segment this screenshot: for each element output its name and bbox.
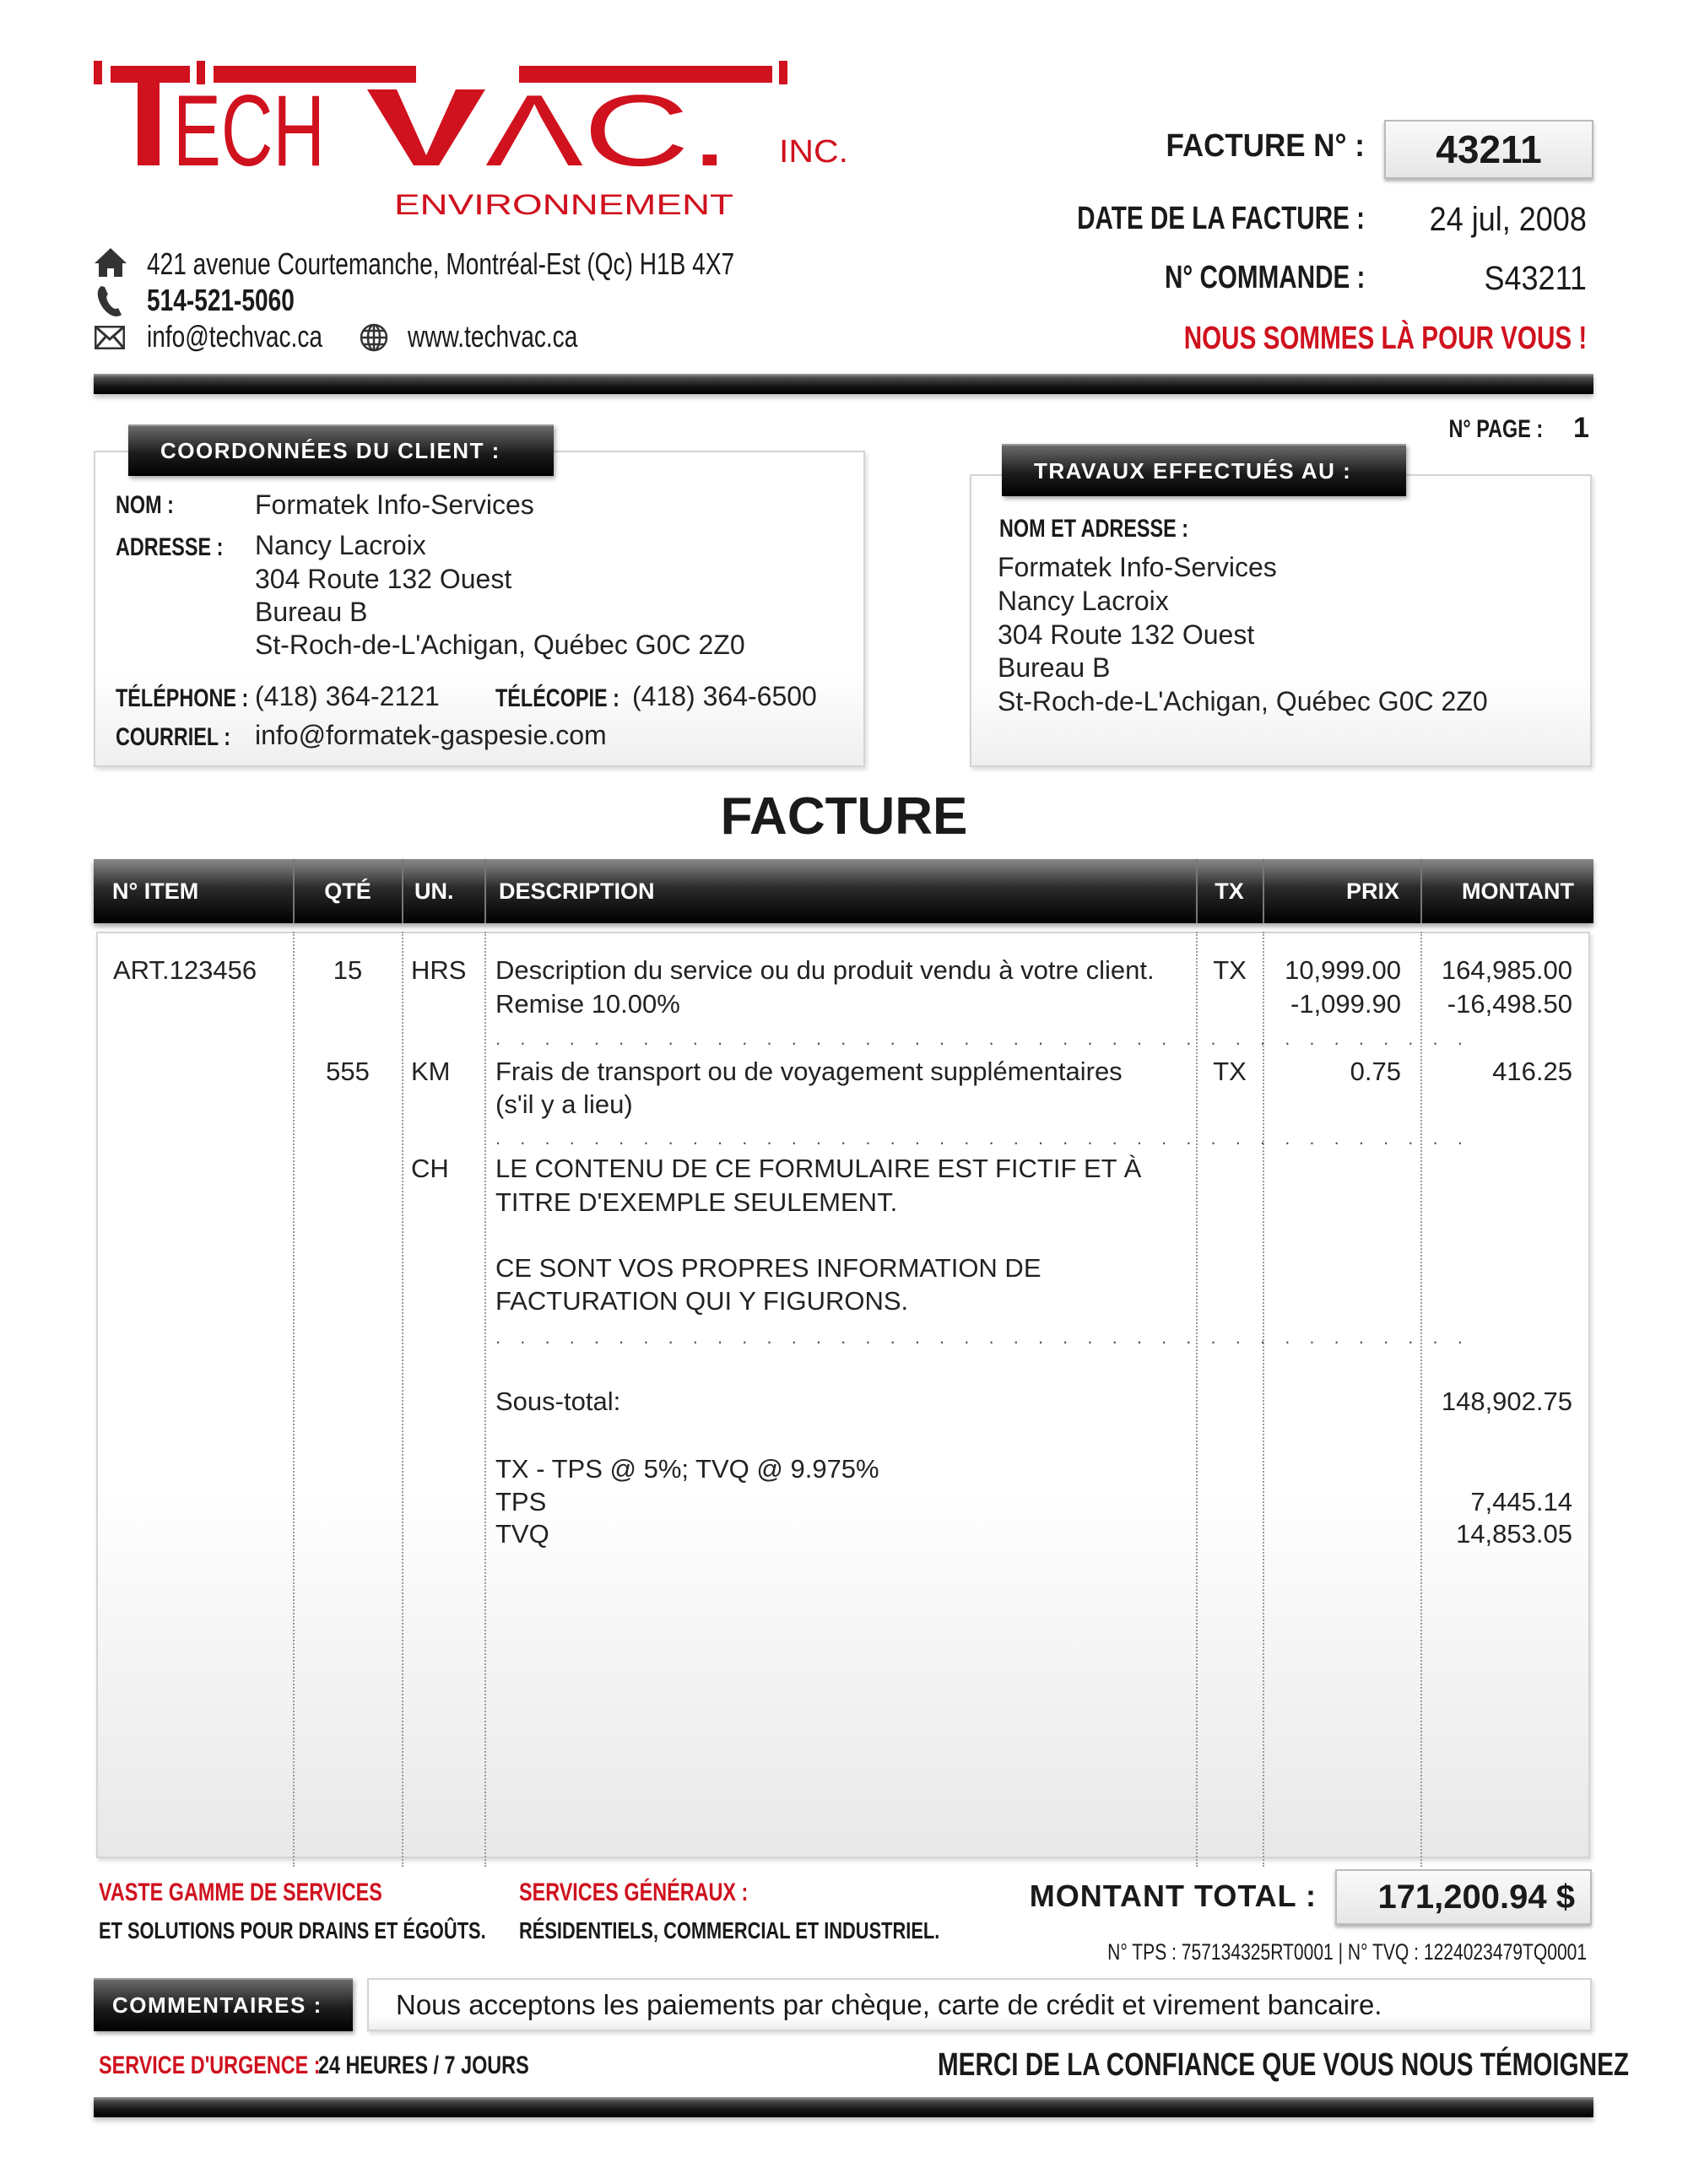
invoice-number-box	[1384, 120, 1593, 179]
item-discount: Remise 10.00%	[495, 989, 680, 1019]
client-header: COORDONNÉES DU CLIENT :	[128, 424, 554, 476]
col-description: DESCRIPTION	[499, 878, 655, 904]
tps-label: TPS	[495, 1487, 547, 1516]
comments-header: COMMENTAIRES :	[94, 1978, 353, 2031]
item-description: TITRE D'EXEMPLE SEULEMENT.	[495, 1187, 898, 1217]
subtotal-label: Sous-total:	[495, 1387, 621, 1416]
work-site-label: NOM ET ADRESSE :	[999, 515, 1189, 543]
envelope-icon	[95, 326, 125, 354]
client-name: Formatek Info-Services	[255, 489, 534, 520]
item-code: ART.123456	[113, 955, 257, 985]
client-email-label: COURRIEL :	[116, 723, 231, 751]
col-item: N° ITEM	[112, 878, 199, 904]
work-site-line: Formatek Info-Services	[998, 552, 1277, 582]
invoice-date: 24 jul, 2008	[1429, 201, 1587, 238]
urgent-value: 24 HEURES / 7 JOURS	[318, 2052, 529, 2079]
client-address-label: ADRESSE :	[116, 533, 224, 561]
home-icon	[93, 246, 128, 283]
item-price: 0.75	[1350, 1057, 1401, 1086]
invoice-title: FACTURE	[720, 787, 968, 846]
item-description: Frais de transport ou de voyagement supplémentaires	[495, 1057, 1123, 1086]
tvq-label: TVQ	[495, 1519, 549, 1549]
item-tax: TX	[1213, 955, 1247, 985]
client-fax-label: TÉLÉCOPIE :	[495, 684, 619, 712]
col-tax: TX	[1215, 878, 1244, 904]
subtotal-value: 148,902.75	[1441, 1387, 1572, 1416]
footer-divider	[94, 2097, 1593, 2117]
item-tax: TX	[1213, 1057, 1247, 1086]
item-description: (s'il y a lieu)	[495, 1089, 633, 1119]
item-unit: HRS	[411, 955, 467, 985]
comments-text: Nous acceptons les paiements par chèque, carte de crédit et virement bancaire.	[396, 1988, 1382, 2020]
item-description: Description du service ou du produit vendu à votre client.	[495, 955, 1155, 985]
header-divider	[94, 374, 1593, 394]
company-website[interactable]: www.techvac.ca	[408, 319, 578, 354]
client-address-line: St-Roch-de-L'Achigan, Québec G0C 2Z0	[255, 630, 745, 660]
work-site-header: TRAVAUX EFFECTUÉS AU :	[1002, 444, 1406, 496]
order-number-label: N° COMMANDE :	[1164, 260, 1365, 295]
invoice-number: 43211	[1436, 127, 1542, 171]
row-separator: . . . . . . . . . . . . . . . . . . . . . . . . . . . . . . . . . . . . . . . .	[495, 1028, 1470, 1049]
col-price: PRIX	[1345, 878, 1399, 904]
item-qty: 555	[326, 1057, 370, 1086]
total-label: MONTANT TOTAL :	[1029, 1879, 1317, 1913]
work-site-line: Bureau B	[998, 652, 1111, 683]
tagline: NOUS SOMMES LÀ POUR VOUS !	[1183, 321, 1587, 356]
client-phone: (418) 364-2121	[255, 681, 440, 711]
page-number: 1	[1573, 412, 1589, 444]
item-price: 10,999.00	[1285, 955, 1401, 985]
item-amount: 416.25	[1492, 1057, 1572, 1086]
client-email: info@formatek-gaspesie.com	[255, 720, 607, 750]
company-phone: 514-521-5060	[147, 283, 295, 317]
table-header	[94, 859, 1593, 923]
order-number: S43211	[1484, 260, 1587, 297]
tvq-value: 14,853.05	[1456, 1519, 1572, 1549]
total-box	[1335, 1869, 1592, 1925]
tax-numbers: N° TPS : 757134325RT0001 | N° TVQ : 1224023479TQ0001	[1107, 1939, 1587, 1965]
item-unit: KM	[411, 1057, 451, 1086]
services-title: VASTE GAMME DE SERVICES	[99, 1879, 382, 1906]
col-unit: UN.	[414, 878, 454, 904]
col-qty: QTÉ	[324, 878, 371, 904]
invoice-date-label: DATE DE LA FACTURE :	[1077, 201, 1365, 236]
client-address-line: Bureau B	[255, 597, 368, 627]
work-site-line: Nancy Lacroix	[998, 586, 1169, 616]
total-value: 171,200.94 $	[1377, 1878, 1575, 1916]
item-qty: 15	[333, 955, 363, 985]
work-site-line: 304 Route 132 Ouest	[998, 619, 1255, 650]
svg-text:ENVIRONNEMENT: ENVIRONNEMENT	[394, 189, 733, 221]
item-description: CE SONT VOS PROPRES INFORMATION DE	[495, 1253, 1041, 1283]
general-services-text: RÉSIDENTIELS, COMMERCIAL ET INDUSTRIEL.	[519, 1917, 940, 1943]
work-site-line: St-Roch-de-L'Achigan, Québec G0C 2Z0	[998, 686, 1488, 716]
client-address-line: Nancy Lacroix	[255, 530, 426, 560]
item-description: LE CONTENU DE CE FORMULAIRE EST FICTIF ET À	[495, 1154, 1142, 1183]
item-description: FACTURATION QUI Y FIGURONS.	[495, 1286, 909, 1316]
item-discount-price: -1,099.90	[1290, 989, 1401, 1019]
page-label: N° PAGE :	[1448, 415, 1543, 443]
client-phone-label: TÉLÉPHONE :	[116, 684, 249, 712]
item-amount: 164,985.00	[1441, 955, 1572, 985]
comments-field[interactable]	[367, 1978, 1592, 2031]
company-email[interactable]: info@techvac.ca	[147, 319, 323, 354]
client-address-line: 304 Route 132 Ouest	[255, 564, 512, 594]
client-name-label: NOM :	[116, 491, 174, 519]
thanks-message: MERCI DE LA CONFIANCE QUE VOUS NOUS TÉMOIGNEZ	[937, 2047, 1629, 2083]
client-fax: (418) 364-6500	[632, 681, 817, 711]
invoice-number-label: FACTURE N° :	[1166, 128, 1365, 164]
item-unit: CH	[411, 1154, 449, 1183]
col-amount: MONTANT	[1462, 878, 1574, 904]
company-logo	[89, 56, 865, 224]
svg-text:INC.: INC.	[779, 134, 848, 170]
phone-icon	[95, 284, 125, 322]
globe-icon	[359, 322, 389, 357]
general-services-title: SERVICES GÉNÉRAUX :	[519, 1879, 749, 1906]
company-address: 421 avenue Courtemanche, Montréal-Est (Qc) H1B 4X7	[147, 246, 735, 281]
svg-text:ECH: ECH	[173, 74, 325, 187]
row-separator: . . . . . . . . . . . . . . . . . . . . . . . . . . . . . . . . . . . . . . . .	[495, 1127, 1470, 1149]
item-discount-amount: -16,498.50	[1447, 989, 1572, 1019]
urgent-label: SERVICE D'URGENCE :	[99, 2052, 321, 2079]
services-text: ET SOLUTIONS POUR DRAINS ET ÉGOÛTS.	[99, 1917, 486, 1943]
svg-text:ΛC.: ΛC.	[485, 74, 730, 187]
tps-value: 7,445.14	[1470, 1487, 1572, 1516]
tax-label: TX - TPS @ 5%; TVQ @ 9.975%	[495, 1454, 879, 1484]
row-separator: . . . . . . . . . . . . . . . . . . . . . . . . . . . . . . . . . . . . . . . .	[495, 1327, 1470, 1348]
